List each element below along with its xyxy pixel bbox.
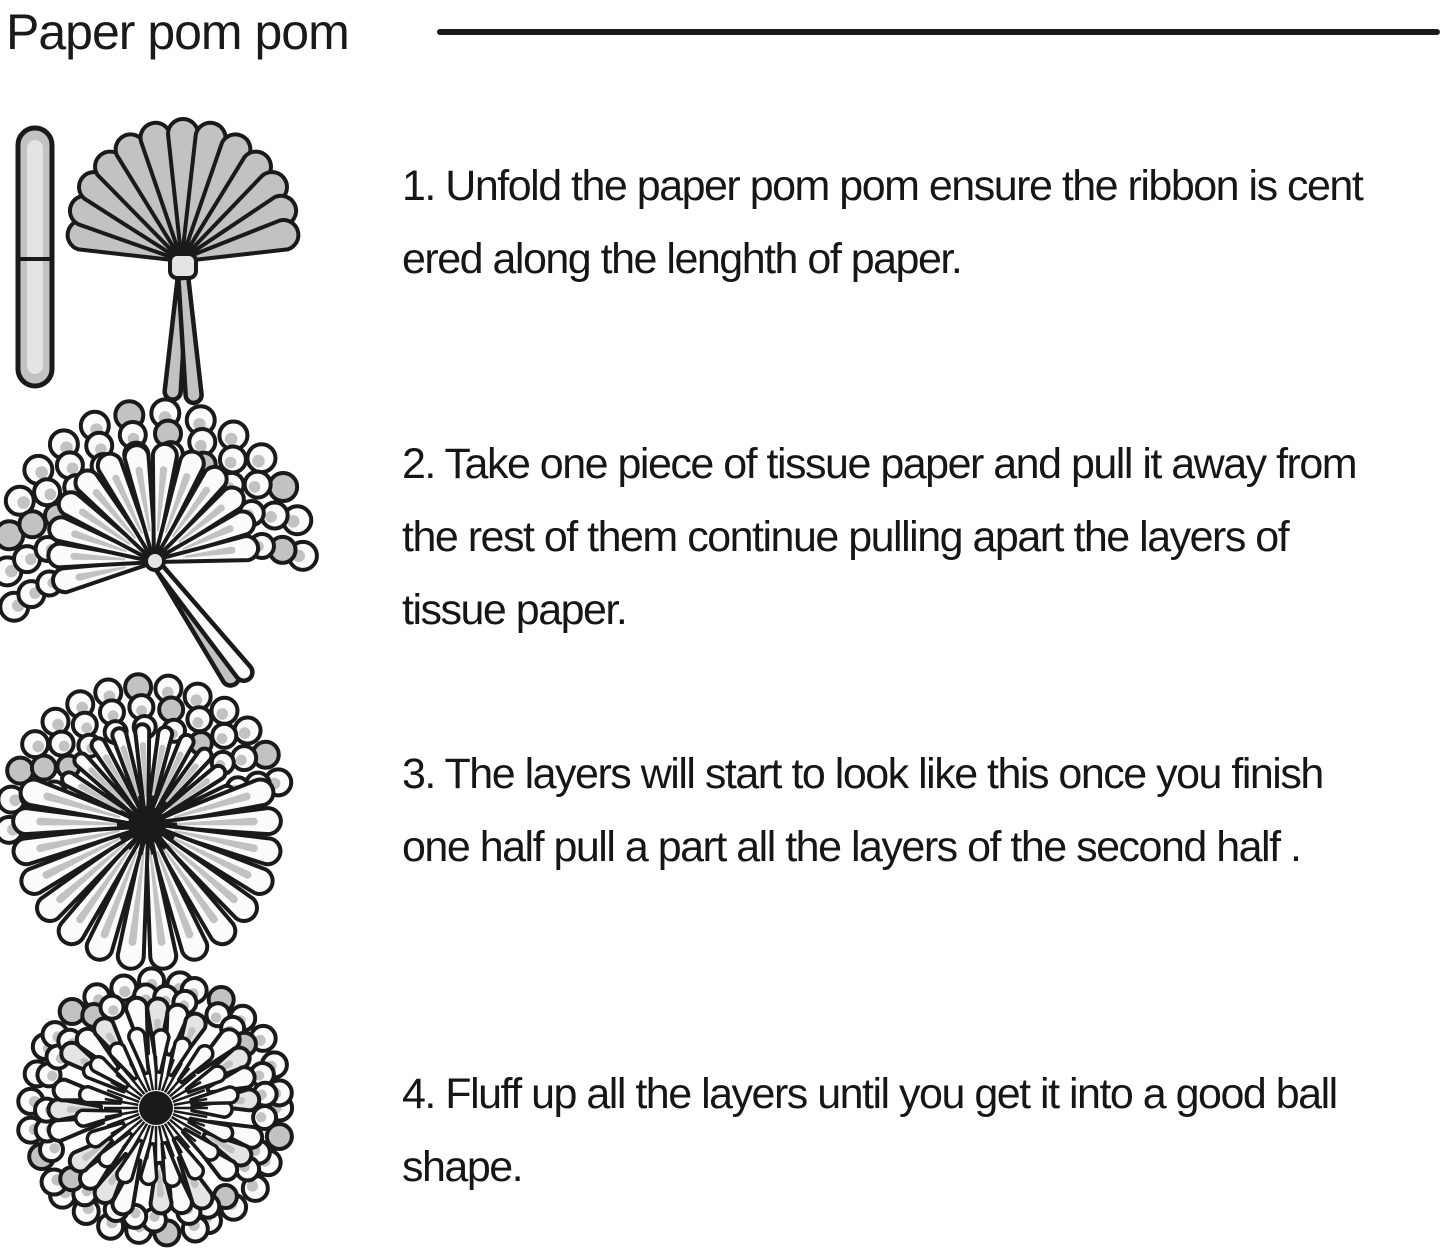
step-text-line: one half pull a part all the layers of the second half . <box>402 823 1301 871</box>
step-text-line: tissue paper. <box>402 586 627 634</box>
step-text-line: the rest of them continue pulling apart the layers of <box>402 513 1289 561</box>
step-text-line: 3. The layers will start to look like this once you finish <box>402 750 1323 798</box>
step-text-line: 2. Take one piece of tissue paper and pull it away from <box>402 440 1357 488</box>
step2-figure <box>2 403 332 688</box>
step-text-line: 4. Fluff up all the layers until you get it into a good ball <box>402 1070 1337 1118</box>
step-text-line: 1. Unfold the paper pom pom ensure the ribbon is cent <box>402 162 1363 210</box>
layers-pulled-apart-illustration <box>2 403 332 688</box>
step-text-line: shape. <box>402 1143 523 1191</box>
step4-figure <box>6 966 336 1250</box>
page-title: Paper pom pom <box>6 4 349 60</box>
step1-text <box>402 150 1362 296</box>
step-text-line: ered along the lenghth of paper. <box>402 235 962 283</box>
half-fluffed-pom-pom-illustration <box>2 680 332 970</box>
folded-strip-and-fan-illustration <box>0 108 360 408</box>
step3-figure <box>2 680 332 970</box>
step1-figure <box>0 108 360 408</box>
step3-text <box>402 738 1323 884</box>
title-rule <box>437 29 1440 35</box>
finished-pom-pom-ball-illustration <box>6 966 336 1250</box>
step4-text <box>402 1058 1337 1204</box>
step2-text <box>402 428 1356 647</box>
